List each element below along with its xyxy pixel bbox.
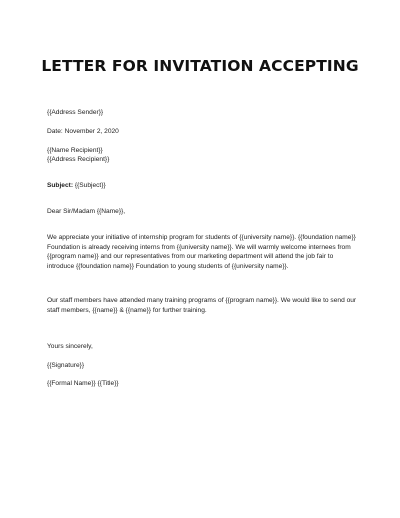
- letter-date: Date: November 2, 2020: [47, 128, 119, 135]
- body-paragraph-1: We appreciate your initiative of internship program for students of {{university name}}. {{foundation name}} Foundation is already receiving interns from {{university name}}. We will warmly welcome internees from {{program name}} and our representatives from our marketing department will attend the job fair to introduce {{foundation name}} Foundation to young students of {{university name}}.: [47, 234, 356, 270]
- address-sender: {{Address Sender}}: [47, 109, 104, 116]
- subject-line: [47, 181, 106, 190]
- letter-title: LETTER FOR INVITATION ACCEPTING: [41, 57, 359, 75]
- formal-name-title: {{Formal Name}} {{Title}}: [47, 380, 119, 387]
- salutation: Dear Sir/Madam {{Name}},: [47, 208, 126, 215]
- body-paragraph-2: Our staff members have attended many training programs of {{program name}}. We would like to send our staff members, {{name}} & {{name}} for further training.: [47, 297, 357, 314]
- signature-placeholder: {{Signature}}: [47, 362, 85, 369]
- closing: Yours sincerely,: [47, 343, 93, 350]
- address-recipient: {{Address Recipient}}: [47, 156, 110, 163]
- name-recipient: {{Name Recipient}}: [47, 147, 103, 154]
- subject-label: Subject:: [47, 182, 74, 189]
- subject-value: {{Subject}}: [73, 182, 106, 189]
